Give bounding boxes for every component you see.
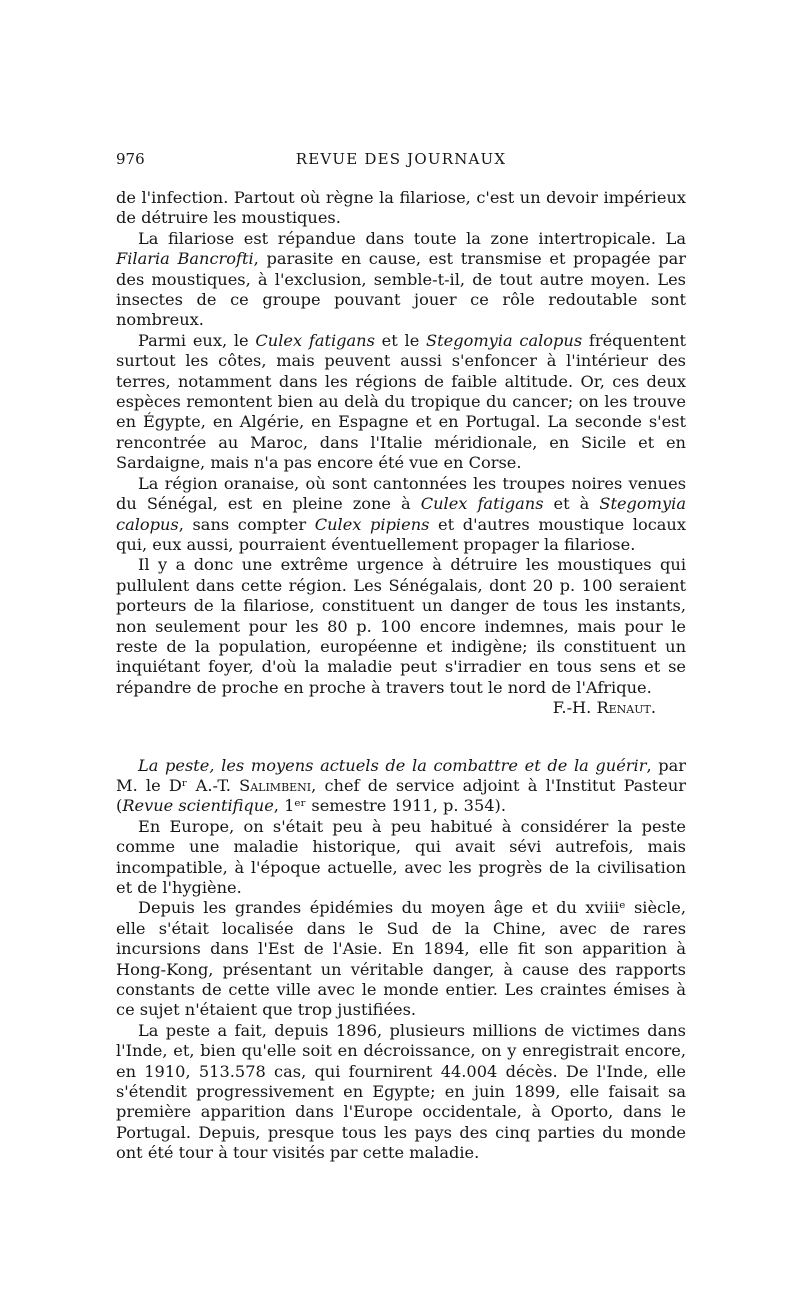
species-name: Culex pipiens [314,514,430,534]
species-name: Culex fatigans [255,330,375,350]
text-run: , parasite en cause, est transmise et propagée par des moustiques, à l'exclusion, semble-t-il, de tout autre moyen. Les insectes de ce groupe pouvant jouer ce rôle redoutable sont nombreux. [116,249,686,330]
page-number: 976 [116,150,145,168]
text-run: , par M. le Dʳ A.-T. [116,755,686,795]
article-title: La peste, les moyens actuels de la combattre et de la guérir [138,755,647,775]
paragraph-region-oranaise [116,474,686,556]
author-signature: F.-H. Renaut. [552,698,656,718]
species-name: Stegomyia calopus [116,494,686,534]
species-name: Filaria Bancrofti [116,249,254,269]
paragraph-culex-stegomyia [116,331,686,474]
text-run: et d'autres moustique locaux qui, eux aussi, pourraient éventuellement propager la filariose. [116,514,686,554]
text-run: Parmi eux, le [138,330,256,350]
paragraph-inde: La peste a fait, depuis 1896, plusieurs millions de victimes dans l'Inde, et, bien qu'elle soit en décroissance, on y enregistrait encore, en 1910, 513.578 cas, qui fournirent 44.004 décès. De l'Inde, elle s'étendit progressivement en Egypte; en juin 1899, elle faisait sa première apparition dans l'Europe occidentale, à Oporto, dans le Portugal. Depuis, presque tous les pays des cinq parties du monde ont été tour à tour visités par cette maladie. [116,1020,686,1163]
paragraph-infection: de l'infection. Partout où règne la filariose, c'est un devoir impérieux de détruire les moustiques. [116,188,686,228]
paragraph-europe: En Europe, on s'était peu à peu habitué à considérer la peste comme une maladie historique, qui avait sévi autrefois, mais incompatible, à l'époque actuelle, avec les progrès de la civilisation et de l'hygiène. [116,816,686,897]
text-run: , sans compter [178,514,315,534]
section-gap [116,719,686,756]
species-name: Culex fatigans [420,494,544,514]
text-run: La région oranaise, où sont cantonnées les troupes noires venues du Sénégal, est en pleine zone à [116,473,686,514]
text-run: et le [374,330,427,350]
paragraph-urgence: Il y a donc une extrême urgence à détruire les moustiques qui pullulent dans cette région. Les Sénégalais, dont 20 p. 100 seraient porteurs de la filariose, constituent un danger de tous les instants, non seulement pour les 80 p. 100 encore indemnes, mais pour le reste de la population, européenne et indigène; ils constituent un inquiétant foyer, d'où la maladie peut s'irradier en tous sens et se répandre de proche en proche à travers tout le nord de l'Afrique. [116,555,686,697]
text-run: , chef de service adjoint à l'Institut Pasteur ( [116,775,686,816]
running-title: REVUE DES JOURNAUX [295,150,507,168]
page-header [116,150,686,174]
article-body [116,188,686,1164]
text-run: , 1ᵉʳ semestre 1911, p. 354). [273,796,507,816]
paragraph-epidemies: Depuis les grandes épidémies du moyen âge et du xviiiᵉ siècle, elle s'était localisée dans le Sud de la Chine, avec de rares incursions dans l'Est de l'Asie. En 1894, elle fit son apparition à Hong-Kong, présentant un véritable danger, à cause des rapports constants de cette ville avec le monde entier. Les craintes émises à ce sujet n'étaient que trop justifiées. [116,898,686,1020]
text-run: fréquentent surtout les côtes, mais peuvent aussi s'enfoncer à l'intérieur des terres, notamment dans les régions de faible altitude. Or, ces deux espèces remontent bien au delà du tropique du cancer; on les trouve en Égypte, en Algérie, en Espagne et en Portugal. La seconde s'est rencontrée au Maroc, dans l'Italie méridionale, en Sicile et en Sardaigne, mais n'a pas encore été vue en Corse. [116,330,686,473]
text-run: La filariose est répandue dans toute la zone intertropicale. La [138,228,686,248]
species-name: Stegomyia calopus [426,330,583,350]
text-run: et à [543,494,600,514]
article-citation [116,756,686,817]
author-name: Salimbeni [239,775,312,795]
journal-name: Revue scientifique [122,796,274,816]
paragraph-filariose-zone [116,229,686,331]
